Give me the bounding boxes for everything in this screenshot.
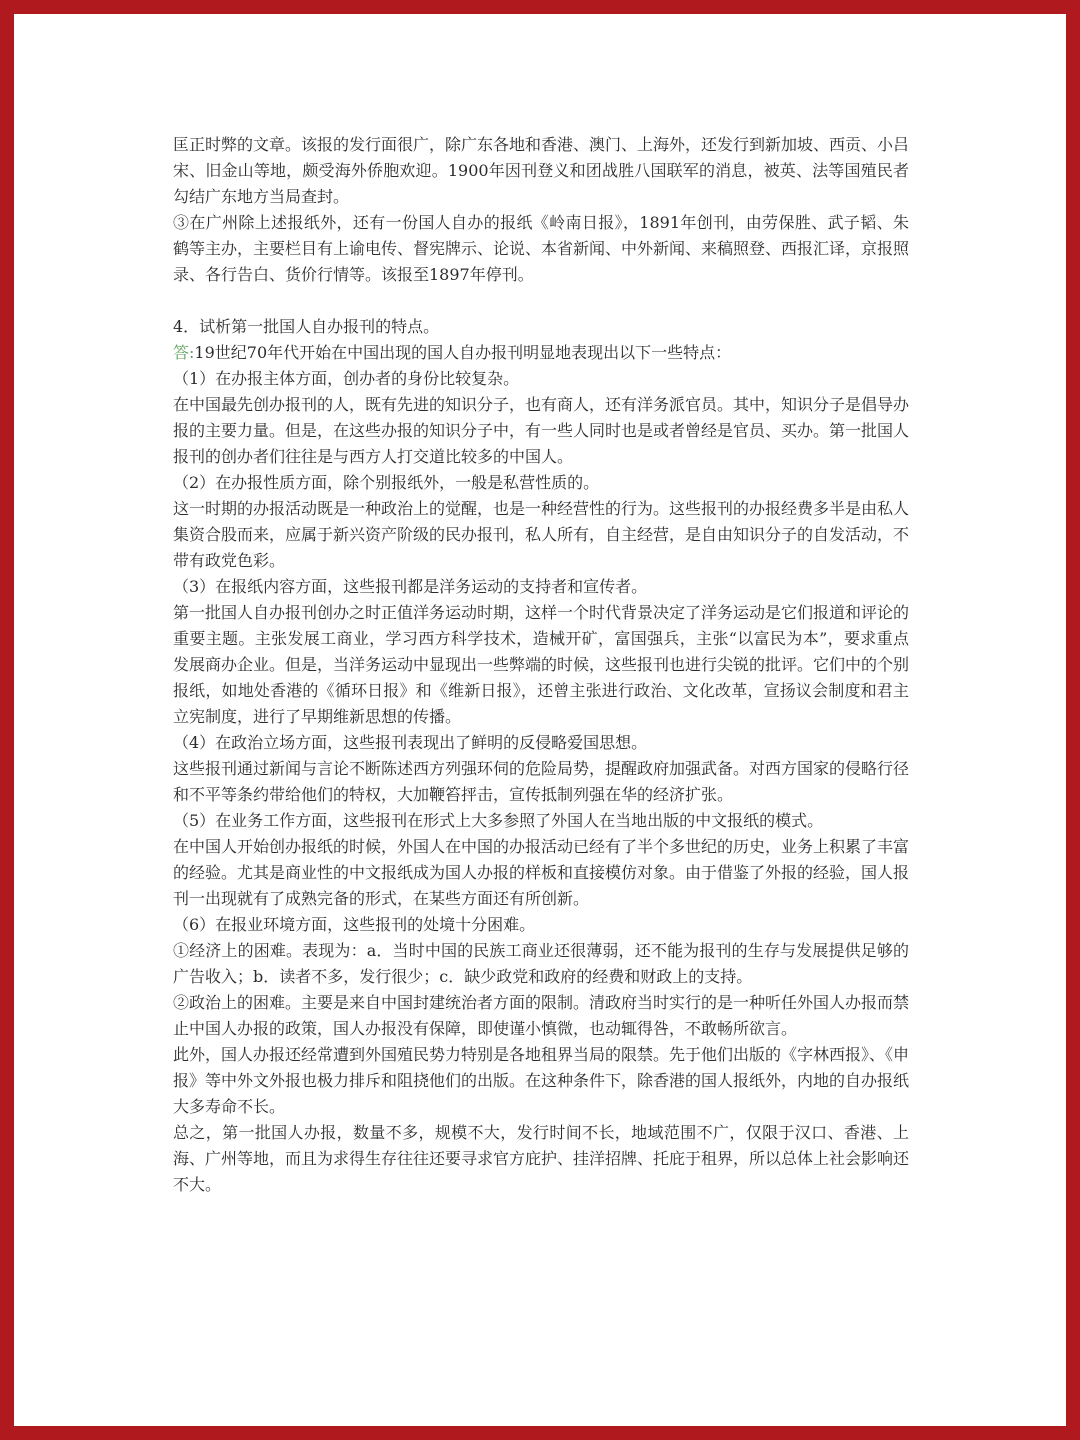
point-2-body: 这一时期的办报活动既是一种政治上的觉醒，也是一种经营性的行为。这些报刊的办报经费多半是由私人集资合股而来，应属于新兴资产阶级的民办报刊，私人所有，自主经营，是自由知识分子的自发活动，不带有政党色彩。 [173,499,910,570]
document-page [173,132,909,1198]
point-5-heading: （5）在业务工作方面，这些报刊在形式上大多参照了外国人在当地出版的中文报纸的模式。 [173,811,824,830]
answer-lead-text: 19世纪70年代开始在中国出现的国人自办报刊明显地表现出以下一些特点： [194,343,732,362]
conclusion-paragraph: 总之，第一批国人办报，数量不多，规模不大，发行时间不长，地域范围不广，仅限于汉口、香港、上海、广州等地，而且为求得生存往往还要寻求官方庇护、挂洋招牌、托庇于租界，所以总体上社会影响还不大。 [173,1123,910,1194]
point-6-additional: 此外，国人办报还经常遭到外国殖民势力特别是各地租界当局的限禁。先于他们出版的《字林西报》、《申报》等中外文外报也极力排斥和阻挠他们的出版。在这种条件下，除香港的国人报纸外，内地的自办报纸大多寿命不长。 [173,1045,910,1116]
point-3-body: 第一批国人自办报刊创办之时正值洋务运动时期，这样一个时代背景决定了洋务运动是它们报道和评论的重要主题。主张发展工商业，学习西方科学技术，造械开矿，富国强兵，主张“以富民为本”，要求重点发展商办企业。但是，当洋务运动中显现出一些弊端的时候，这些报刊也进行尖锐的批评。它们中的个别报纸，如地处香港的《循环日报》和《维新日报》，还曾主张进行政治、文化改革，宣扬议会制度和君主立宪制度，进行了早期维新思想的传播。 [173,603,910,726]
intro-paragraph-1: 匡正时弊的文章。该报的发行面很广，除广东各地和香港、澳门、上海外，还发行到新加坡、西贡、小吕宋、旧金山等地，颇受海外侨胞欢迎。1900年因刊登义和团战胜八国联军的消息，被英、法等国殖民者勾结广东地方当局查封。 [173,135,910,206]
intro-paragraph-2: ③在广州除上述报纸外，还有一份国人自办的报纸《岭南日报》，1891年创刊，由劳保胜、武子韬、朱鹤等主办，主要栏目有上谕电传、督宪牌示、论说、本省新闻、中外新闻、来稿照登、西报汇译，京报照录、各行告白、货价行情等。该报至1897年停刊。 [173,213,910,284]
point-6-political: ②政治上的困难。主要是来自中国封建统治者方面的限制。清政府当时实行的是一种听任外国人办报而禁止中国人办报的政策，国人办报没有保障，即使谨小慎微，也动辄得咎，不敢畅所欲言。 [173,993,910,1038]
point-1-body: 在中国最先创办报刊的人，既有先进的知识分子，也有商人，还有洋务派官员。其中，知识分子是倡导办报的主要力量。但是，在这些办报的知识分子中，有一些人同时也是或者曾经是官员、买办。第一批国人报刊的创办者们往往是与西方人打交道比较多的中国人。 [173,395,910,466]
point-1-heading: （1）在办报主体方面，创办者的身份比较复杂。 [173,369,520,388]
paragraph-gap [173,288,909,314]
point-5-body: 在中国人开始创办报纸的时候，外国人在中国的办报活动已经有了半个多世纪的历史，业务上积累了丰富的经验。尤其是商业性的中文报纸成为国人办报的样板和直接模仿对象。由于借鉴了外报的经验，国人报刊一出现就有了成熟完备的形式，在某些方面还有所创新。 [173,837,910,908]
point-6-heading: （6）在报业环境方面，这些报刊的处境十分困难。 [173,915,536,934]
question-heading: 4．试析第一批国人自办报刊的特点。 [173,317,440,336]
answer-lead [173,340,909,366]
point-2-heading: （2）在办报性质方面，除个别报纸外，一般是私营性质的。 [173,473,600,492]
point-4-body: 这些报刊通过新闻与言论不断陈述西方列强环伺的危险局势，提醒政府加强武备。对西方国家的侵略行径和不平等条约带给他们的特权，大加鞭笞抨击，宣传抵制列强在华的经济扩张。 [173,759,910,804]
answer-label: 答: [173,343,195,362]
point-3-heading: （3）在报纸内容方面，这些报刊都是洋务运动的支持者和宣传者。 [173,577,648,596]
point-6-economic: ①经济上的困难。表现为：a．当时中国的民族工商业还很薄弱，还不能为报刊的生存与发展提供足够的广告收入；b．读者不多，发行很少；c．缺少政党和政府的经费和财政上的支持。 [173,941,909,986]
point-4-heading: （4）在政治立场方面，这些报刊表现出了鲜明的反侵略爱国思想。 [173,733,648,752]
